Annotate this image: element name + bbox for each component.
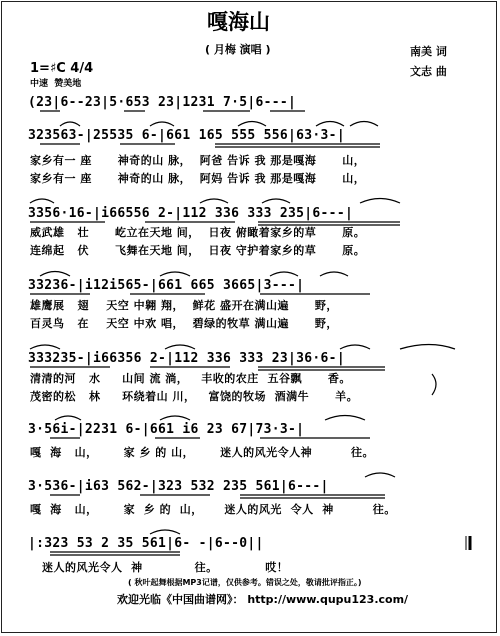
performer-credit: ( 月梅 演唱 ) bbox=[205, 43, 271, 56]
lyric-verse2-line-2: 连绵起 伏 飞舞在天地 间， 日夜 守护着家乡的草 原。 bbox=[30, 244, 366, 257]
key-signature: 1=♯C 4/4 bbox=[30, 61, 94, 76]
notation-line-7: 3·536-|i63 562-|323 532 235 561|6---| bbox=[28, 479, 329, 494]
lyric-verse2-line-1: 家乡有一 座 神奇的山 脉， 阿妈 告诉 我 那是嘎海 山， bbox=[30, 172, 366, 185]
notation-line-3: 3356·16-|i66556 2-|112 336 333 235|6---| bbox=[28, 206, 354, 221]
lyric-verse1-line-2: 威武雄 壮 屹立在天地 间， 日夜 俯瞰着家乡的草 原。 bbox=[30, 226, 366, 239]
lyric-verse1-line-4: 清清的河 水 山间 流 淌， 丰收的农庄 五谷飘 香。 bbox=[30, 372, 351, 385]
lyric-refrain-line-2: 嘎 海 山， 家 乡 的 山， 迷人的风光 令人 神 往。 bbox=[30, 503, 396, 516]
composer-credit: 文志 曲 bbox=[410, 65, 447, 78]
notation-line-1: (23|6--23|5·653 23|1231 7·5|6---| bbox=[28, 95, 297, 110]
lyric-verse1-line-3: 雄鹰展 翅 天空 中翱 翔， 鲜花 盛开在满山遍 野， bbox=[30, 299, 338, 312]
score-sheet bbox=[1, 1, 497, 633]
transcription-note: ( 秋叶起舞根据MP3记谱，仅供参考。错误之处，敬请批评指正。) bbox=[128, 578, 362, 587]
lyric-verse2-line-4: 茂密的松 林 环绕着山 川， 富饶的牧场 酒满牛 羊。 bbox=[30, 390, 359, 403]
tempo-marking: 中速 赞美地 bbox=[30, 79, 82, 89]
notation-line-8: |:323 53 2 35 561|6- -|6--0|| bbox=[28, 536, 264, 551]
lyric-verse1-line-1: 家乡有一 座 神奇的山 脉， 阿爸 告诉 我 那是嘎海 山， bbox=[30, 154, 366, 167]
notation-line-6: 3·56i-|2231 6-|661 i6 23 67|73·3-| bbox=[28, 422, 305, 437]
song-title: 嘎海山 bbox=[207, 10, 270, 34]
notation-line-4: 33236-|i12i565-|661 665 3665|3---| bbox=[28, 278, 305, 293]
lyric-refrain-line-1: 嘎 海 山， 家 乡 的 山， 迷人的风光令人神 往。 bbox=[30, 446, 375, 459]
lyric-verse2-line-3: 百灵鸟 在 天空 中欢 唱， 碧绿的牧草 满山遍 野， bbox=[30, 317, 338, 330]
lyric-coda: 迷人的风光令人 神 往。 哎！ bbox=[42, 561, 289, 574]
notation-line-5: 333235-|i66356 2-|112 336 333 23|36·6-| bbox=[28, 351, 345, 366]
lyricist-credit: 南美 词 bbox=[410, 45, 447, 58]
notation-line-2: 323563-|25535 6-|661 165 555 556|63·3-| bbox=[28, 128, 345, 143]
website-credit: 欢迎光临《中国曲谱网》： http://www.qupu123.com/ bbox=[117, 593, 409, 606]
